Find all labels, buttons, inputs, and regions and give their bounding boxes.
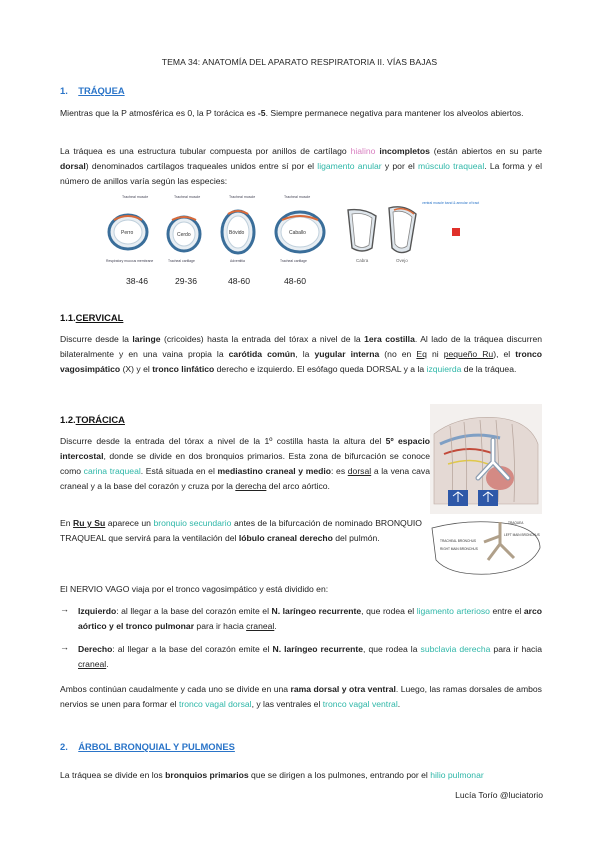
paragraph-arbol: La tráquea se divide en los bronquios primarios que se dirigen a los pulmones, entrando por el hilio pulmonar (60, 770, 484, 780)
ring-count-perro: 38-46 (126, 276, 148, 286)
section-1-number: 1. (60, 85, 68, 96)
ring-label-top-1: Tracheal muscle (122, 195, 149, 199)
ring-label-top-3: Tracheal muscle (229, 195, 256, 199)
ring-species-ovejo: Ovejo (396, 258, 408, 263)
ring-species-bovido: Bóvido (229, 230, 245, 236)
paragraph-cervical: Discurre desde la laringe (cricoides) hasta la entrada del tórax a nivel de la 1era costilla. Al lado de la tráquea discurren bilateralmente y en una vaina propia la carótida común, la yugular interna (no en Eq ni pequeño Ru), el tronco vagosimpático (X) y el tronco linfático derecho e izquierdo. El esófago queda DORSAL y a la izquierda de la tráquea. (60, 334, 542, 374)
section-1-heading (60, 85, 125, 96)
ring-count-bovido: 48-60 (228, 276, 250, 286)
ring-species-cabra: Cabra (356, 258, 369, 263)
ring-bovido (222, 211, 254, 253)
ring-count-cerdo: 29-36 (175, 276, 197, 286)
section-1-1-heading: 1.1.CERVICAL (60, 312, 124, 323)
paragraph-pressure: Mientras que la P atmosférica es 0, la P torácica es -5. Siempre permanece negativa para mantener los alveolos abiertos. (60, 108, 524, 118)
ring-species-cerdo: Cerdo (177, 232, 191, 238)
ring-perro (109, 215, 147, 249)
paragraph-bronquio-traqueal: En Ru y Su aparece un bronquio secundario antes de la bifurcación de nominado BRONQUIO TRAQUEAL que servirá para la ventilación del lóbulo craneal derecho del pulmón. (60, 518, 422, 543)
paragraph-structure: La tráquea es una estructura tubular compuesta por anillos de cartílago hialino incompletos (están abiertos en su parte dorsal) denominados cartílagos traqueales unidos entre sí por el ligamento anular y por el músculo traqueal. La forma y el número de anillos varía según las especies: (60, 146, 542, 186)
legend-red-square (452, 228, 460, 236)
ring-note: ventral muscle band & annular of tract (422, 201, 480, 205)
ring-sub-2: Tracheal cartilage (168, 259, 195, 263)
ring-sub-1: Respiratory mucous membrane (106, 259, 154, 263)
ring-species-perro: Perro (121, 230, 134, 236)
ring-cerdo (168, 217, 200, 251)
tracheal-bronchus-diagram (430, 514, 542, 580)
ring-count-caballo: 48-60 (284, 276, 306, 286)
ring-label-top-2: Tracheal muscle (174, 195, 201, 199)
footer-author: Lucía Torío @luciatorio (455, 790, 543, 800)
page-title: TEMA 34: ANATOMÍA DEL APARATO RESPIRATORIA II. VÍAS BAJAS (161, 57, 438, 67)
ring-label-top-4: Tracheal muscle (284, 195, 311, 199)
section-1-2-heading: 1.2.TORÁCICA (60, 414, 125, 425)
bronchus-diagram (448, 438, 528, 508)
list-arrow-2: → (60, 642, 69, 652)
section-2-heading: 2. ÁRBOL BRONQUIAL Y PULMONES (60, 741, 235, 752)
paragraph-toracica: Discurre desde la entrada del tórax a nivel de la 1º costilla hasta la altura del 5º espacio intercostal, donde se divide en dos bronquios primarios. Esta zona de bifurcación se conoce como carina traqueal. Está situada en el mediastino craneal y medio: es dorsal a la vena cava craneal y a la base del corazón y cruza por la derecha del arco aórtico. (60, 436, 430, 491)
ring-sub-3: Adventitia (230, 259, 245, 263)
ring-sub-4: Tracheal cartilage (280, 259, 307, 263)
list-arrow-1: → (60, 604, 69, 614)
paragraph-ramas: Ambos continúan caudalmente y cada uno se divide en una rama dorsal y otra ventral. Luego, las ramas dorsales de ambos nervios se unen para formar el tronco vagal dorsal, y las ventrales el tronco vagal ventral. (60, 684, 542, 709)
tracheal-rings-figure (104, 190, 480, 270)
diagram-label-right-main: RIGHT MAIN BRONCHUS (440, 547, 478, 551)
ring-species-caballo: Caballo (289, 230, 306, 236)
list-item-izquierdo: Izquierdo: al llegar a la base del corazón emite el N. laríngeo recurrente, que rodea el ligamento arterioso entre el arco aórtico y el tronco pulmonar para ir hacia craneal. (78, 606, 542, 631)
diagram-label-trachea: TRAQUEA (508, 521, 524, 525)
ring-ovejo (389, 207, 416, 263)
ring-caballo (276, 212, 324, 252)
paragraph-nervio-vago: El NERVIO VAGO viaja por el tronco vagosimpático y está dividido en: (60, 584, 329, 594)
diagram-label-tracheal-bronchus: TRACHEAL BRONCHUS (440, 539, 477, 543)
list-item-derecho: Derecho: al llegar a la base del corazón emite el N. laríngeo recurrente, que rodea la subclavia derecha para ir hacia craneal. (78, 644, 542, 669)
section-1-title: TRÁQUEA (78, 85, 125, 96)
ring-cabra (348, 210, 376, 263)
diagram-label-left-main: LEFT MAIN BRONCHUS (504, 533, 540, 537)
